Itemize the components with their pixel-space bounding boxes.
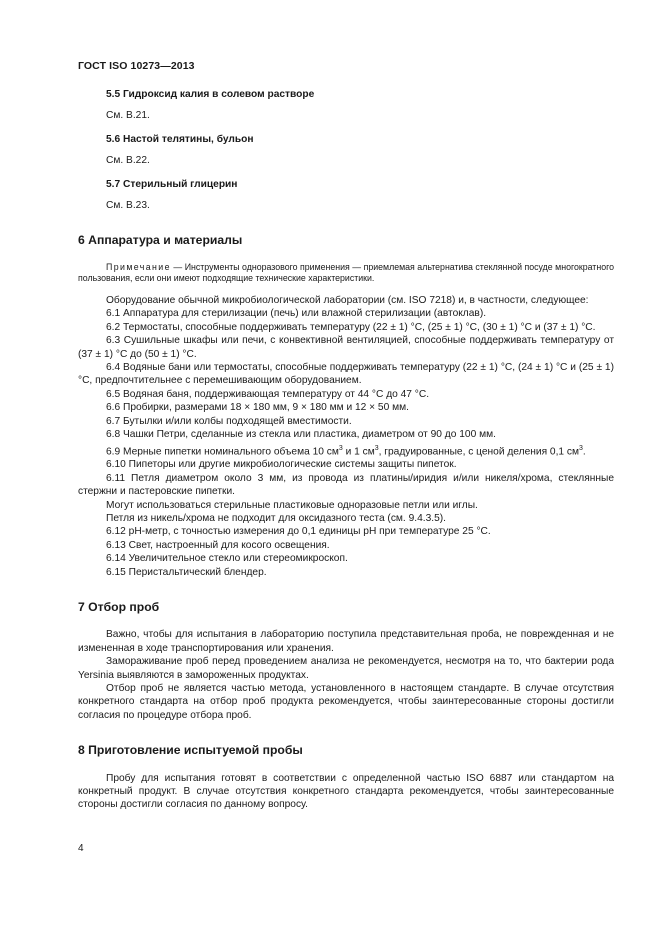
note-label: Примечание	[106, 261, 171, 272]
item-6-11: 6.11 Петля диаметром около 3 мм, из провода из платины/иридия и/или никеля/хрома, стеклянные стержни и пастеровские пипетки.	[78, 472, 614, 498]
subsection-5-5-ref: См. В.21.	[106, 110, 150, 122]
item-6-1: 6.1 Аппаратура для стерилизации (печь) или влажной стерилизации (автоклав).	[106, 308, 487, 320]
section-7-paragraph-1: Важно, чтобы для испытания в лабораторию поступила представительная проба, не поврежденная и не измененная в ходе транспортирования или хранения.	[78, 629, 614, 654]
note	[78, 262, 614, 285]
section-6-intro: Оборудование обычной микробиологической лаборатории (см. ISO 7218) и, в частности, следующее:	[106, 295, 589, 307]
subsection-5-7-ref: См. В.23.	[106, 200, 150, 212]
item-6-9-part-b: и 1 см	[342, 445, 375, 457]
note-text: — Инструменты одноразового применения — приемлемая альтернатива стеклянной посуде многократного пользования, если они имеют подходящие технические характеристики.	[78, 261, 614, 284]
document-header: ГОСТ ISO 10273—2013	[78, 60, 195, 72]
item-6-14: 6.14 Увеличительное стекло или стереомикроскоп.	[106, 553, 348, 565]
item-6-15: 6.15 Перистальтический блендер.	[106, 566, 267, 578]
subsection-5-6-ref: См. В.22.	[106, 155, 150, 167]
item-6-7: 6.7 Бутылки и/или колбы подходящей вместимости.	[106, 415, 352, 427]
item-6-13: 6.13 Свет, настроенный для косого освещения.	[106, 539, 330, 551]
item-6-9-part-c: , градуированные, с ценой деления 0,1 см	[378, 445, 580, 457]
section-7-heading: 7 Отбор проб	[78, 599, 160, 614]
superscript-3: 3	[374, 444, 379, 452]
section-8-heading: 8 Приготовление испытуемой пробы	[78, 743, 303, 758]
section-6-heading: 6 Аппаратура и материалы	[78, 233, 243, 248]
section-7-paragraph-2: Замораживание проб перед проведением анализа не рекомендуется, несмотря на то, что бактерии рода Yersinia выявляются в замороженных продуктах.	[78, 656, 614, 681]
section-8-paragraph-1: Пробу для испытания готовят в соответствии с определенной частью ISO 6887 или стандартом на конкретный продукт. В случае отсутствия конкретного стандарта рекомендуется, чтобы заинтересованные стороны достигли согласия по данному вопросу.	[78, 772, 614, 811]
item-6-9	[78, 442, 614, 459]
item-6-10: 6.10 Пипеторы или другие микробиологические системы защиты пипеток.	[106, 459, 457, 471]
item-6-2: 6.2 Термостаты, способные поддерживать температуру (22 ± 1) °С, (25 ± 1) °С, (30 ± 1) °С и (37 ± 1) °С.	[106, 321, 596, 333]
page-number: 4	[78, 843, 84, 854]
item-6-6: 6.6 Пробирки, размерами 18 × 180 мм, 9 × 180 мм и 12 × 50 мм.	[106, 402, 409, 414]
subsection-5-6-title: 5.6 Настой телятины, бульон	[106, 133, 254, 145]
item-6-11-note-b: Петля из никель/хрома не подходит для оксидазного теста (см. 9.4.3.5).	[106, 512, 446, 524]
subsection-5-5-title: 5.5 Гидроксид калия в солевом растворе	[106, 89, 315, 100]
item-6-3: 6.3 Сушильные шкафы или печи, с конвективной вентиляцией, способные поддерживать температуру от (37 ± 1) °С до (50 ± 1) °С.	[78, 335, 614, 360]
item-6-4: 6.4 Водяные бани или термостаты, способные поддерживать температуру (22 ± 1) °С, (24 ± 1) °С и (25 ± 1) °С, предпочтительнее с перемешивающим оборудованием.	[78, 362, 614, 387]
item-6-5: 6.5 Водяная баня, поддерживающая температуру от 44 °С до 47 °С.	[106, 388, 430, 400]
document-body	[78, 88, 614, 812]
superscript-3: 3	[579, 444, 583, 452]
item-6-11-note-a: Могут использоваться стерильные пластиковые одноразовые петли или иглы.	[106, 499, 478, 511]
item-6-9-part-a: 6.9 Мерные пипетки номинального объема 10 см	[106, 445, 339, 457]
item-6-9-part-d: .	[582, 445, 586, 457]
item-6-8: 6.8 Чашки Петри, сделанные из стекла или пластика, диаметром от 90 до 100 мм.	[106, 429, 496, 441]
superscript-3: 3	[338, 444, 343, 452]
subsection-5-7-title: 5.7 Стерильный глицерин	[106, 178, 238, 190]
section-7-paragraph-3: Отбор проб не является частью метода, установленного в настоящем стандарте. В случае отсутствия конкретного стандарта на отбор проб продукта рекомендуется, чтобы заинтересованные стороны достигли согласия по процедуре отбора проб.	[78, 682, 614, 721]
item-6-12: 6.12 pH-метр, с точностью измерения до 0,1 единицы pH при температуре 25 °С.	[106, 526, 491, 538]
